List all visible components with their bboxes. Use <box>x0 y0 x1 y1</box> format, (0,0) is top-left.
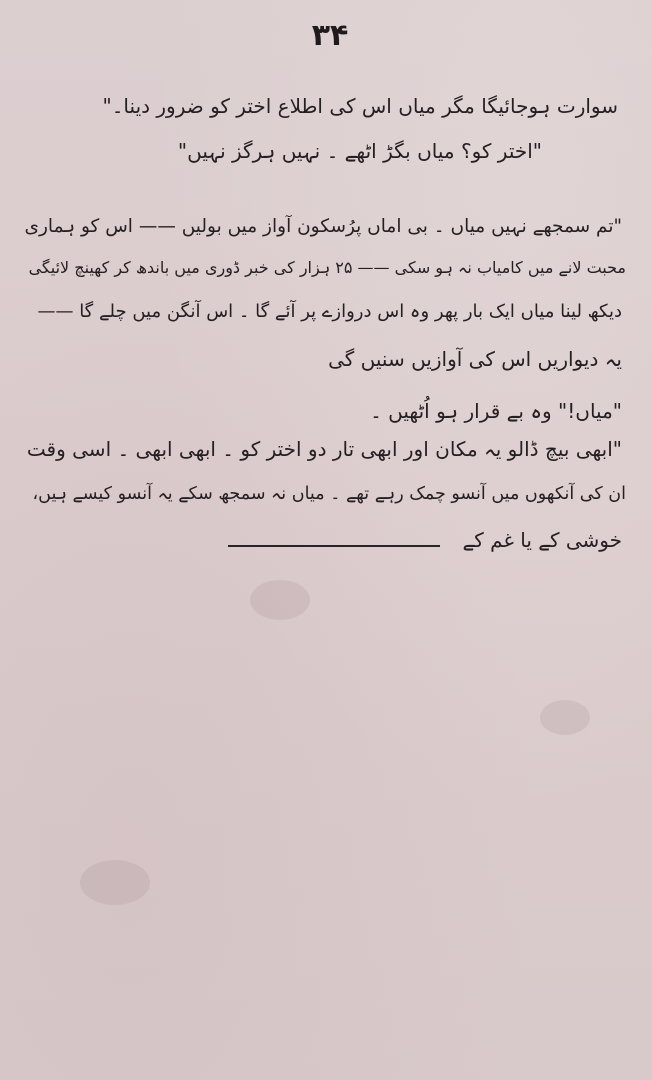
text-line: "تم سمجھے نہیں میاں ۔ بی اماں پرُسکون آواز میں بولیں —— اس کو ہماری <box>24 216 622 237</box>
end-rule <box>228 545 440 547</box>
text-line: محبت لانے میں کامیاب نہ ہو سکی —— ۲۵ ہزار کی خبر ڈوری میں باندھ کر کھینچ لائیگی <box>28 258 626 277</box>
text-line: ان کی آنکھوں میں آنسو چمک رہے تھے ۔ میاں نہ سمجھ سکے یہ آنسو کیسے ہیں، <box>32 484 626 504</box>
text-line: "ابھی بیچ ڈالو یہ مکان اور ابھی تار دو اختر کو ۔ ابھی ابھی ۔ اسی وقت <box>26 437 622 461</box>
paper-smudge <box>80 860 150 905</box>
text-line: خوشی کے یا غم کے <box>462 528 622 552</box>
text-line: سوارت ہوجائیگا مگر میاں اس کی اطلاع اختر کو ضرور دینا۔" <box>102 94 618 118</box>
paper-smudge <box>540 700 590 735</box>
page-number: ۳۴ <box>311 18 349 53</box>
text-line: "میاں!" وہ بے قرار ہو اُٹھیں ۔ <box>370 399 622 423</box>
text-line: "اختر کو؟ میاں بگڑ اٹھے ۔ نہیں ہرگز نہیں" <box>177 139 542 163</box>
text-line: دیکھ لینا میاں ایک بار پھر وہ اس دروازے پر آئے گا ۔ اس آنگن میں چلے گا —— <box>37 301 622 322</box>
paper-smudge <box>250 580 310 620</box>
text-line: یہ دیواریں اس کی آوازیں سنیں گی <box>328 347 622 371</box>
